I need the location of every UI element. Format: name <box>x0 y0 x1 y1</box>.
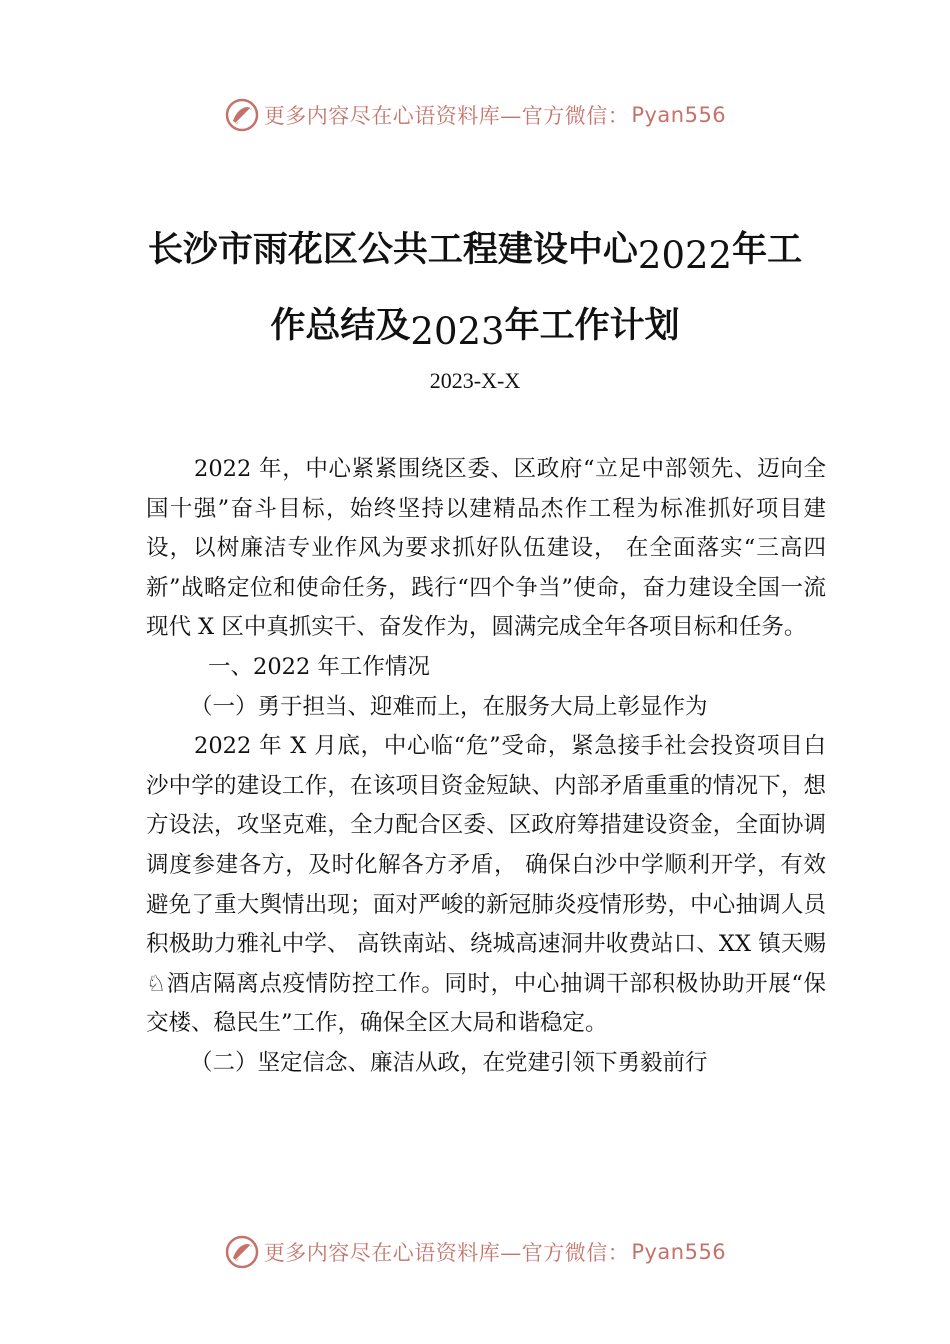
document-title-line-2: 作总结及2023年工作计划 <box>270 305 680 353</box>
document-date: 2023-X-X <box>429 368 521 393</box>
watermark-banner-top <box>0 95 950 135</box>
brand-logo-icon <box>224 1234 260 1270</box>
document-title-line-1: 长沙市雨花区公共工程建设中心2022年工 <box>147 229 803 277</box>
watermark-banner-bottom <box>0 1232 950 1272</box>
subsection-heading: （二）坚定信念、廉洁从政，在党建引领下勇毅前行 <box>190 1049 708 1076</box>
intro-paragraph: 2022 年，中心紧紧围绕区委、区政府“立足中部领先、迈向全国十强”奋斗目标，始终坚持以建精品杰作工程为标准抓好项目建设，以树廉洁专业作风为要求抓好队伍建设， 在全面落实“三高四新”战略定位和使命任务，践行“四个争当”使命，奋力建设全国一流现代 X 区中真抓实干、奋发作为，圆满完成全年各项目标和任务。 <box>146 456 826 641</box>
body-paragraph: 2022 年 X 月底，中心临“危”受命，紧急接手社会投资项目白沙中学的建设工作，在该项目资金短缺、内部矛盾重重的情况下，想方设法，攻坚克难，全力配合区委、区政府筹措建设资金，全面协调调度参建各方，及时化解各方矛盾， 确保白沙中学顺利开学，有效避免了重大舆情出现；面对严峻的新冠肺炎疫情形势，中心抽调人员积极助力雅礼中学、 高铁南站、绕城高速洞井收费站口、XX 镇天赐♘酒店隔离点疫情防控工作。同时，中心抽调干部积极协助开展“保交楼、稳民生”工作，确保全区大局和谐稳定。 <box>146 733 826 1037</box>
document-body <box>146 450 826 1084</box>
subsection-heading: （一）勇于担当、迎难而上，在服务大局上彰显作为 <box>190 693 708 720</box>
section-heading: 一、2022 年工作情况 <box>208 653 430 680</box>
banner-wechat-id: Pyan556 <box>631 103 727 127</box>
banner-text: 更多内容尽在心语资料库—官方微信： <box>263 1241 630 1265</box>
brand-logo-icon <box>224 97 260 133</box>
banner-text: 更多内容尽在心语资料库—官方微信： <box>263 104 630 128</box>
banner-wechat-id: Pyan556 <box>631 1240 727 1264</box>
